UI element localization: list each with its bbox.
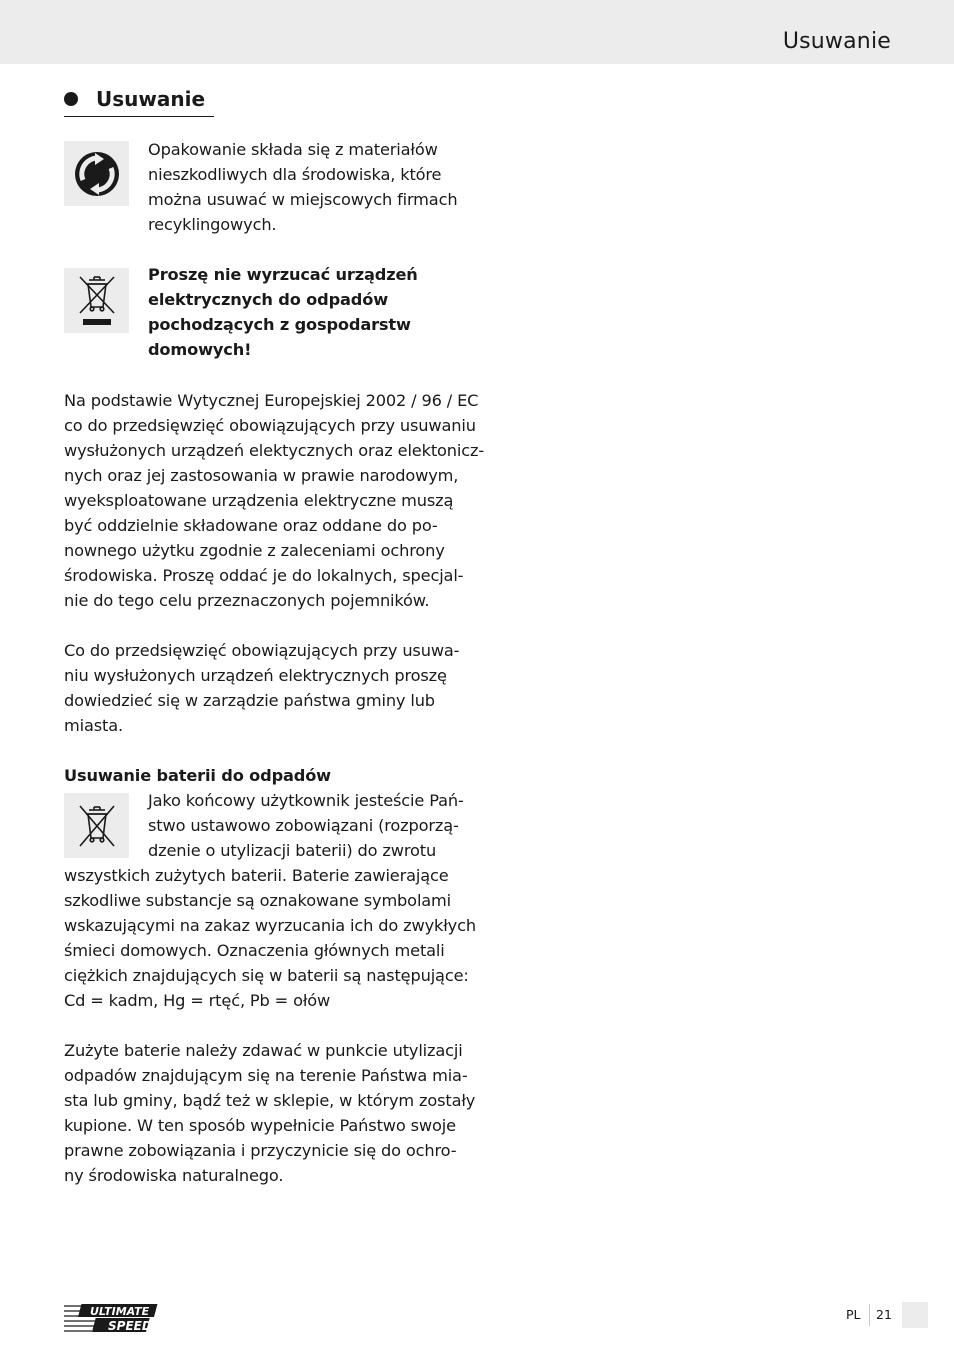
warning-text	[148, 262, 418, 362]
text-line: nych oraz jej zastosowania w prawie narodowym,	[64, 466, 459, 485]
text-line: dzenie o utylizacji baterii) do zwrotu	[148, 841, 437, 860]
battery-heading: Usuwanie baterii do odpadów	[64, 766, 331, 785]
crossed-bin-icon	[64, 793, 129, 858]
text-line: można usuwać w miejscowych firmach	[148, 190, 458, 209]
text-line: Na podstawie Wytycznej Europejskiej 2002 / 96 / EC	[64, 391, 479, 410]
paragraph-directive	[64, 388, 484, 613]
text-line: nie do tego celu przeznaczonych pojemników.	[64, 591, 430, 610]
text-line: być oddzielnie składowane oraz oddane do po-	[64, 516, 438, 535]
header-bar	[0, 0, 954, 64]
footer-tab-marker	[902, 1302, 928, 1328]
text-line: ny środowiska naturalnego.	[64, 1166, 284, 1185]
section-title: Usuwanie	[96, 87, 206, 111]
text-line: wskazującymi na zakaz wyrzucania ich do zwykłych	[64, 916, 476, 935]
text-line: wysłużonych urządzeń elektycznych oraz elektonicz-	[64, 441, 485, 460]
text-line: domowych!	[148, 340, 252, 359]
recycle-icon	[64, 141, 129, 206]
brand-logo	[64, 1302, 164, 1338]
text-line: miasta.	[64, 716, 123, 735]
logo-bottom-text: SPEED	[108, 1319, 152, 1333]
text-line: Zużyte baterie należy zdawać w punkcie utylizacji	[64, 1041, 463, 1060]
text-line: śmieci domowych. Oznaczenia głównych metali	[64, 941, 445, 960]
paragraph-municipality	[64, 638, 459, 738]
text-line: wszystkich zużytych baterii. Baterie zawierające	[64, 866, 449, 885]
footer-divider	[869, 1304, 870, 1326]
text-line: prawne zobowiązania i przyczynicie się do ochro-	[64, 1141, 457, 1160]
text-line: kupione. W ten sposób wypełnicie Państwo swoje	[64, 1116, 456, 1135]
text-line: środowiska. Proszę oddać je do lokalnych, specjal-	[64, 566, 464, 585]
battery-side-text	[148, 788, 464, 863]
text-line: nieszkodliwych dla środowiska, które	[148, 165, 442, 184]
crossed-bin-icon	[64, 268, 129, 333]
text-line: sta lub gminy, bądź też w sklepie, w którym zostały	[64, 1091, 476, 1110]
paragraph-battery-return	[64, 1038, 475, 1188]
text-line: elektrycznych do odpadów	[148, 290, 389, 309]
text-line: wyeksploatowane urządzenia elektryczne muszą	[64, 491, 454, 510]
text-line: Proszę nie wyrzucać urządzeń	[148, 265, 418, 284]
text-line: szkodliwe substancje są oznakowane symbolami	[64, 891, 452, 910]
text-line: nownego użytku zgodnie z zaleceniami ochrony	[64, 541, 445, 560]
packaging-text	[148, 137, 457, 237]
section-heading	[64, 84, 214, 117]
page-number: 21	[876, 1307, 892, 1322]
text-line: odpadów znajdującym się na terenie Państwa mia-	[64, 1066, 468, 1085]
text-line: ciężkich znajdujących się w baterii są następujące:	[64, 966, 469, 985]
header-title: Usuwanie	[782, 29, 891, 54]
language-code: PL	[846, 1307, 861, 1322]
text-line: stwo ustawowo zobowiązani (rozporzą-	[148, 816, 459, 835]
text-line: Jako końcowy użytkownik jesteście Pań-	[148, 791, 464, 810]
bullet-icon	[64, 92, 78, 106]
text-line: pochodzących z gospodarstw	[148, 315, 411, 334]
text-line: Opakowanie składa się z materiałów	[148, 140, 438, 159]
logo-top-text: ULTIMATE	[90, 1305, 150, 1318]
text-line: recyklingowych.	[148, 215, 277, 234]
text-line: co do przedsięwzięć obowiązujących przy usuwaniu	[64, 416, 476, 435]
text-line: Co do przedsięwzięć obowiązujących przy usuwa-	[64, 641, 460, 660]
text-line: Cd = kadm, Hg = rtęć, Pb = ołów	[64, 991, 331, 1010]
text-line: dowiedzieć się w zarządzie państwa gminy lub	[64, 691, 435, 710]
text-line: niu wysłużonych urządzeń elektrycznych proszę	[64, 666, 447, 685]
battery-full-text	[64, 863, 476, 1013]
